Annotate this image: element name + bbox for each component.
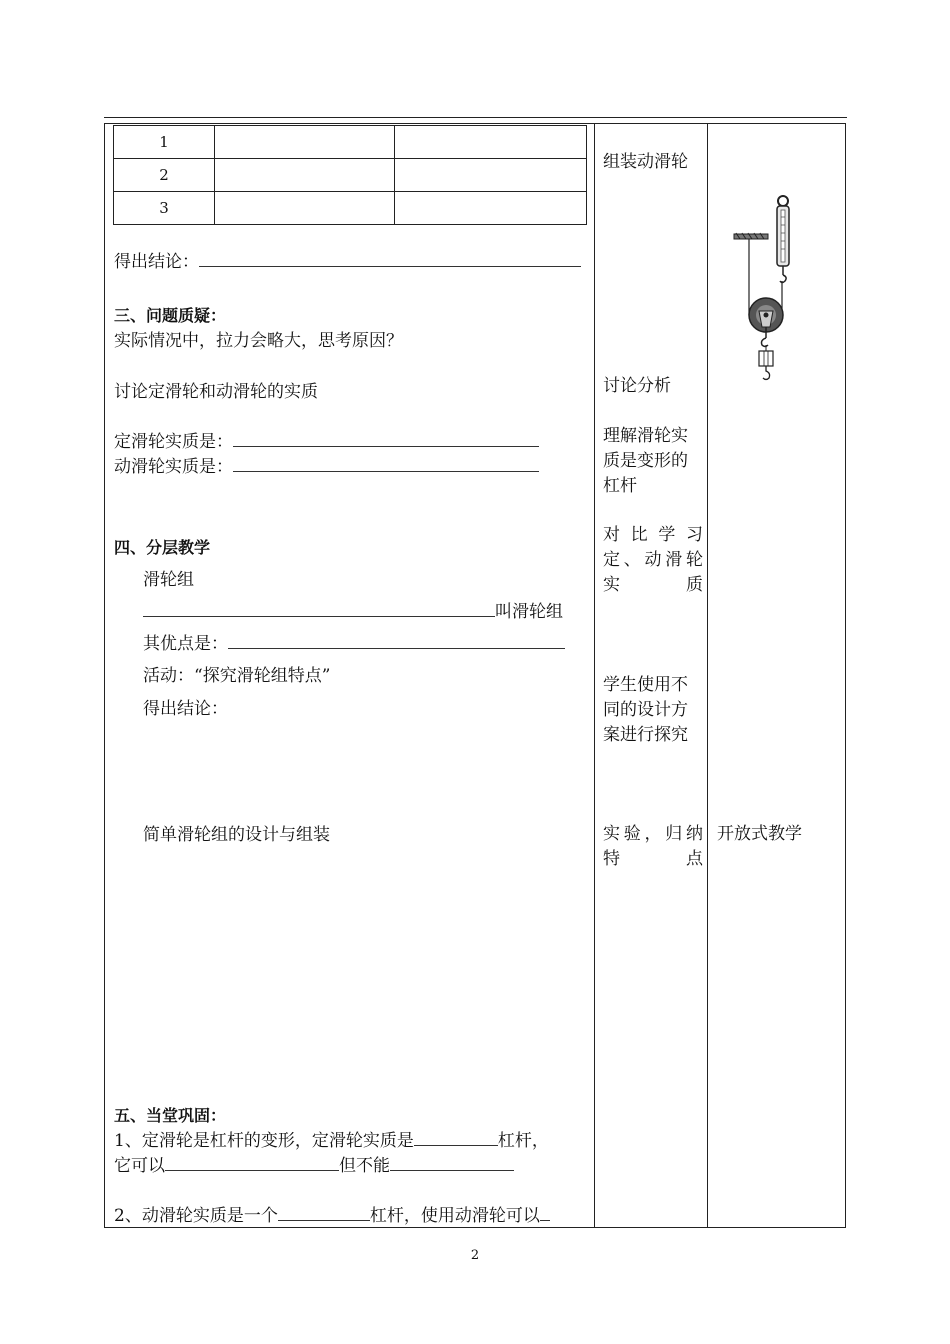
conclusion-2: 得出结论： <box>143 699 228 719</box>
table-cell <box>215 192 395 225</box>
table-cell <box>395 159 587 192</box>
fill-blank <box>143 600 495 617</box>
student-activity-compare: 对比学习定、动滑轮实质 <box>603 525 703 595</box>
discuss-text: 讨论定滑轮和动滑轮的实质 <box>114 382 318 402</box>
page-number: 2 <box>470 1248 480 1263</box>
table-cell-index: 3 <box>114 192 215 225</box>
section-3-title: 三、问题质疑： <box>114 306 227 325</box>
fill-blank <box>199 250 581 267</box>
fill-blank <box>414 1129 498 1146</box>
table-cell <box>215 126 395 159</box>
exercise-text: 它可以 <box>114 1156 165 1176</box>
movable-pulley-line <box>114 455 539 479</box>
fixed-pulley-label: 定滑轮实质是： <box>114 432 233 452</box>
results-table <box>113 125 587 225</box>
table-cell-index: 2 <box>114 159 215 192</box>
weight-block-icon <box>759 345 773 380</box>
fill-blank <box>165 1154 339 1171</box>
student-activity-design: 学生使用不同的设计方案进行探究 <box>603 675 688 745</box>
spring-scale-icon <box>777 196 789 283</box>
pulley-group-heading: 滑轮组 <box>143 570 194 590</box>
table-row <box>114 192 587 225</box>
student-activity-discuss: 讨论分析 <box>603 376 671 396</box>
table-cell <box>395 192 587 225</box>
exercise-text: 1、定滑轮是杠杆的变形，定滑轮实质是 <box>114 1131 414 1151</box>
table-row <box>114 159 587 192</box>
ceiling-support-icon <box>734 233 768 239</box>
conclusion-label: 得出结论： <box>114 252 199 272</box>
exercise-text: 杠杆， <box>497 1131 549 1151</box>
definition-suffix: 叫滑轮组 <box>495 602 563 622</box>
pulley-wheel-icon <box>749 298 783 347</box>
table-cell <box>395 126 587 159</box>
exercise-2-line <box>114 1204 550 1228</box>
fill-blank <box>233 455 539 472</box>
fill-blank <box>540 1204 550 1221</box>
exercise-text: 2、动滑轮实质是一个 <box>114 1206 278 1226</box>
conclusion-line <box>114 250 581 274</box>
question-text: 实际情况中，拉力会略大，思考原因？ <box>114 331 403 351</box>
table-cell-index: 1 <box>114 126 215 159</box>
fill-blank <box>278 1204 370 1221</box>
activity-text: 活动：“探究滑轮组特点” <box>143 666 331 686</box>
exercise-text: 但不能 <box>339 1156 390 1176</box>
advantage-label: 其优点是： <box>143 634 228 654</box>
pulley-group-definition <box>143 600 563 624</box>
movable-pulley-label: 动滑轮实质是： <box>114 457 233 477</box>
design-text: 简单滑轮组的设计与组装 <box>143 825 330 845</box>
column-divider-2 <box>707 123 708 1228</box>
table-row <box>114 126 587 159</box>
fill-blank <box>390 1154 514 1171</box>
column-divider-1 <box>594 123 595 1228</box>
teaching-method-open: 开放式教学 <box>717 824 802 844</box>
exercise-1-line-2 <box>114 1154 514 1178</box>
exercise-text: 杠杆，使用动滑轮可以 <box>369 1206 540 1226</box>
header-rule <box>104 117 847 118</box>
section-5-title: 五、当堂巩固： <box>114 1106 227 1125</box>
student-activity-experiment: 实验，归纳特点 <box>603 824 703 869</box>
section-4-title: 四、分层教学 <box>114 538 211 557</box>
table-cell <box>215 159 395 192</box>
student-activity-understand: 理解滑轮实质是变形的杠杆 <box>603 426 688 496</box>
movable-pulley-spring-scale-icon <box>728 193 806 383</box>
exercise-1-line-1 <box>114 1129 549 1153</box>
advantage-line <box>143 632 565 656</box>
student-activity-assemble: 组装动滑轮 <box>603 152 688 172</box>
fixed-pulley-line <box>114 430 539 454</box>
fill-blank <box>233 430 539 447</box>
fill-blank <box>228 632 565 649</box>
